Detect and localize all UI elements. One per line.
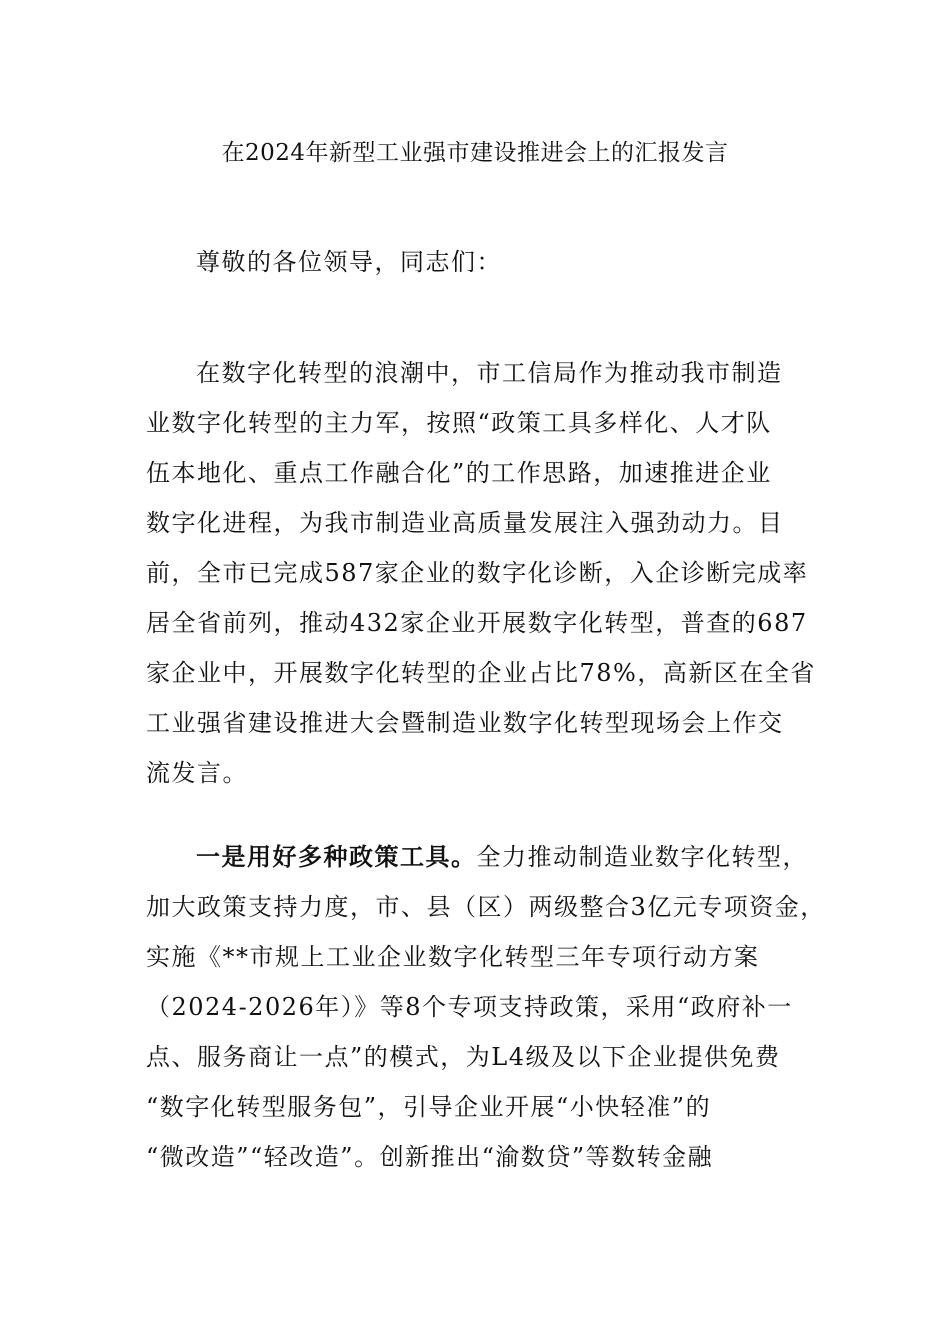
paragraph-2-line: “数字化转型服务包”，引导企业开展“小快轻准”的: [146, 1093, 712, 1121]
paragraph-1-line: 伍本地化、重点工作融合化”的工作思路，加速推进企业: [146, 459, 772, 487]
paragraph-1-line: 前，全市已完成587家企业的数字化诊断，入企诊断完成率: [146, 559, 809, 587]
document-title: 在2024年新型工业强市建设推进会上的汇报发言: [221, 140, 729, 166]
salutation: 尊敬的各位领导，同志们：: [196, 248, 502, 276]
paragraph-2-line: 点、服务商让一点”的模式，为L4级及以下企业提供免费: [146, 1043, 781, 1071]
paragraph-1-line: 工业强省建设推进大会暨制造业数字化转型现场会上作交: [146, 709, 784, 737]
paragraph-2-line: 实施《**市规上工业企业数字化转型三年专项行动方案: [146, 943, 760, 971]
paragraph-2-line: “微改造”“轻改造”。创新推出“渝数贷”等数转金融: [146, 1143, 714, 1171]
paragraph-2-line: （2024-2026年）》等8个专项支持政策，采用“政府补一: [146, 993, 793, 1021]
paragraph-1-line: 在数字化转型的浪潮中，市工信局作为推动我市制造: [196, 359, 783, 387]
paragraph-2-heading: 一是用好多种政策工具。: [196, 842, 477, 871]
paragraph-1-line: 数字化进程，为我市制造业高质量发展注入强劲动力。目: [146, 509, 784, 537]
paragraph-2-first-line: [196, 840, 808, 874]
paragraph-2-line: 加大政策支持力度，市、县（区）两级整合3亿元专项资金，: [146, 893, 826, 921]
paragraph-1-line: 家企业中，开展数字化转型的企业占比78%，高新区在全省: [146, 659, 816, 687]
paragraph-2-first-line-text: 全力推动制造业数字化转型，: [476, 843, 808, 871]
paragraph-1-line: 业数字化转型的主力军，按照“政策工具多样化、人才队: [146, 409, 772, 437]
paragraph-1-line: 居全省前列，推动432家企业开展数字化转型，普查的687: [146, 609, 808, 637]
paragraph-1-line: 流发言。: [146, 759, 248, 787]
